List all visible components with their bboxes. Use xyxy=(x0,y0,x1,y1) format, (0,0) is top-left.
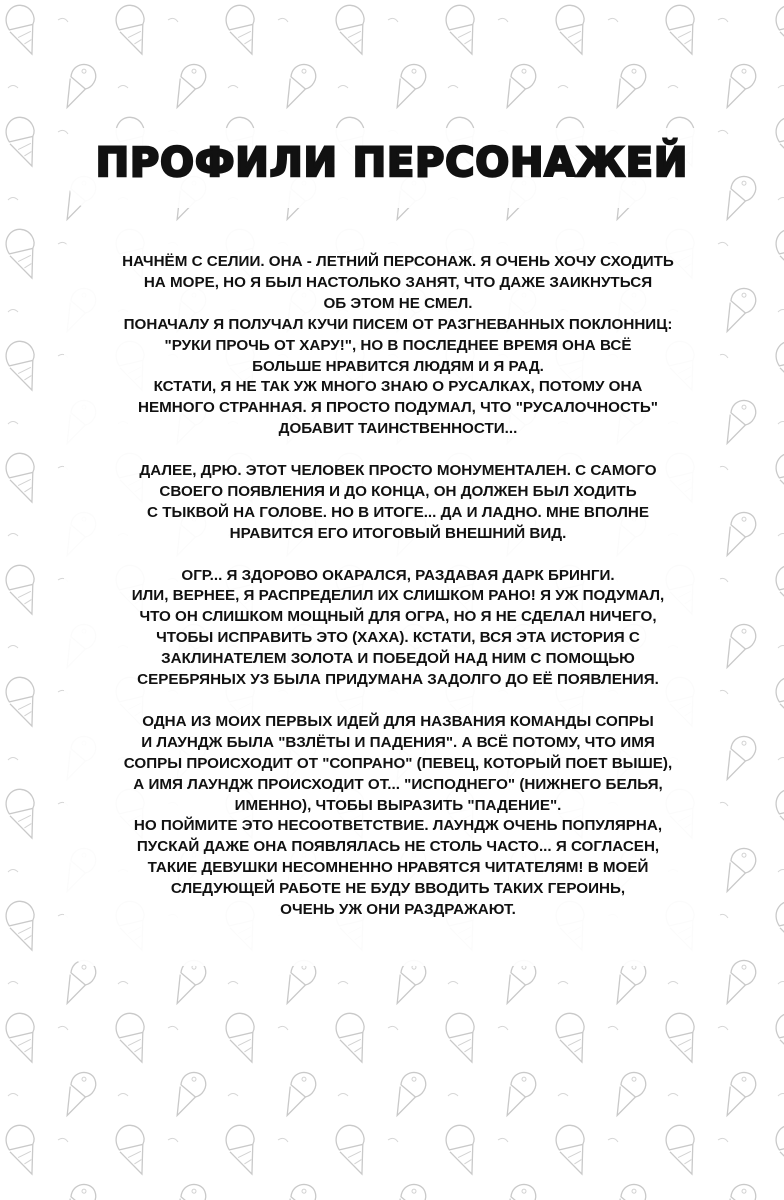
text-line: СОПРЫ ПРОИСХОДИТ ОТ "СОПРАНО" (ПЕВЕЦ, КОТОРЫЙ ПОЕТ ВЫШЕ), xyxy=(123,754,673,772)
text-line: ИЛИ, ВЕРНЕЕ, Я РАСПРЕДЕЛИЛ ИХ СЛИШКОМ РАНО! Я УЖ ПОДУМАЛ, xyxy=(131,587,665,605)
text-line: "РУКИ ПРОЧЬ ОТ ХАРУ!", НО В ПОСЛЕДНЕЕ ВРЕМЯ ОНА ВСЁ xyxy=(164,336,632,354)
text-line: СЛЕДУЮЩЕЙ РАБОТЕ НЕ БУДУ ВВОДИТЬ ТАКИХ ГЕРОИНЬ, xyxy=(170,880,626,898)
text-line: ОДНА ИЗ МОИХ ПЕРВЫХ ИДЕЙ ДЛЯ НАЗВАНИЯ КОМАНДЫ СОПРЫ xyxy=(142,712,654,730)
text-line: С ТЫКВОЙ НА ГОЛОВЕ. НО В ИТОГЕ... ДА И ЛАДНО. МНЕ ВПОЛНЕ xyxy=(147,503,649,521)
text-line: ПОНАЧАЛУ Я ПОЛУЧАЛ КУЧИ ПИСЕМ ОТ РАЗГНЕВАННЫХ ПОКЛОННИЦ: xyxy=(123,315,673,333)
text-line: ДОБАВИТ ТАИНСТВЕННОСТИ... xyxy=(278,420,518,438)
text-line: БОЛЬШЕ НРАВИТСЯ ЛЮДЯМ И Я РАД. xyxy=(252,357,544,375)
text-line: ЧТО ОН СЛИШКОМ МОЩНЫЙ ДЛЯ ОГРА, НО Я НЕ СДЕЛАЛ НИЧЕГО, xyxy=(139,608,657,626)
text-line: СЕРЕБРЯНЫХ УЗ БЫЛА ПРИДУМАНА ЗАДОЛГО ДО ЕЁ ПОЯВЛЕНИЯ. xyxy=(137,671,659,689)
text-line: ОБ ЭТОМ НЕ СМЕЛ. xyxy=(323,294,473,312)
text-line: И ЛАУНДЖ БЫЛА "ВЗЛЁТЫ И ПАДЕНИЯ". А ВСЁ ПОТОМУ, ЧТО ИМЯ xyxy=(141,733,655,751)
text-line: ТАКИЕ ДЕВУШКИ НЕСОМНЕННО НРАВЯТСЯ ЧИТАТЕЛЯМ! В МОЕЙ xyxy=(147,859,649,877)
profile-text xyxy=(88,252,708,942)
text-line: ПУСКАЙ ДАЖЕ ОНА ПОЯВЛЯЛАСЬ НЕ СТОЛЬ ЧАСТО... Я СОГЛАСЕН, xyxy=(136,838,660,856)
text-line: КСТАТИ, Я НЕ ТАК УЖ МНОГО ЗНАЮ О РУСАЛКАХ, ПОТОМУ ОНА xyxy=(153,378,643,396)
text-line: НЕМНОГО СТРАННАЯ. Я ПРОСТО ПОДУМАЛ, ЧТО "РУСАЛОЧНОСТЬ" xyxy=(138,399,658,417)
paragraph-drew xyxy=(88,461,708,545)
page-title: ПРОФИЛИ ПЕРСОНАЖЕЙ xyxy=(95,140,689,186)
text-line: НА МОРЕ, НО Я БЫЛ НАСТОЛЬКО ЗАНЯТ, ЧТО ДАЖЕ ЗАИКНУТЬСЯ xyxy=(143,273,653,291)
paragraph-celia xyxy=(88,252,708,440)
text-line: ЧТОБЫ ИСПРАВИТЬ ЭТО (ХАХА). КСТАТИ, ВСЯ ЭТА ИСТОРИЯ С xyxy=(156,629,640,647)
text-line: А ИМЯ ЛАУНДЖ ПРОИСХОДИТ ОТ... "ИСПОДНЕГО" (НИЖНЕГО БЕЛЬЯ, xyxy=(133,775,663,793)
text-line: ЗАКЛИНАТЕЛЕМ ЗОЛОТА И ПОБЕДОЙ НАД НИМ С ПОМОЩЬЮ xyxy=(161,650,635,668)
text-line: СВОЕГО ПОЯВЛЕНИЯ И ДО КОНЦА, ОН ДОЛЖЕН БЫЛ ХОДИТЬ xyxy=(159,482,637,500)
paragraph-ogre xyxy=(88,566,708,691)
text-line: ДАЛЕЕ, ДРЮ. ЭТОТ ЧЕЛОВЕК ПРОСТО МОНУМЕНТАЛЕН. С САМОГО xyxy=(139,462,657,480)
paragraph-sopra-lounge xyxy=(88,712,708,921)
text-line: ОГР... Я ЗДОРОВО ОКАРАЛСЯ, РАЗДАВАЯ ДАРК БРИНГИ. xyxy=(181,566,615,584)
text-line: НРАВИТСЯ ЕГО ИТОГОВЫЙ ВНЕШНИЙ ВИД. xyxy=(229,524,567,542)
text-line: НО ПОЙМИТЕ ЭТО НЕСООТВЕТСТВИЕ. ЛАУНДЖ ОЧЕНЬ ПОПУЛЯРНА, xyxy=(133,817,663,835)
text-line: ОЧЕНЬ УЖ ОНИ РАЗДРАЖАЮТ. xyxy=(280,901,516,919)
text-line: ИМЕННО), ЧТОБЫ ВЫРАЗИТЬ "ПАДЕНИЕ". xyxy=(234,796,562,814)
text-line: НАЧНЁМ С СЕЛИИ. ОНА - ЛЕТНИЙ ПЕРСОНАЖ. Я ОЧЕНЬ ХОЧУ СХОДИТЬ xyxy=(122,253,674,270)
